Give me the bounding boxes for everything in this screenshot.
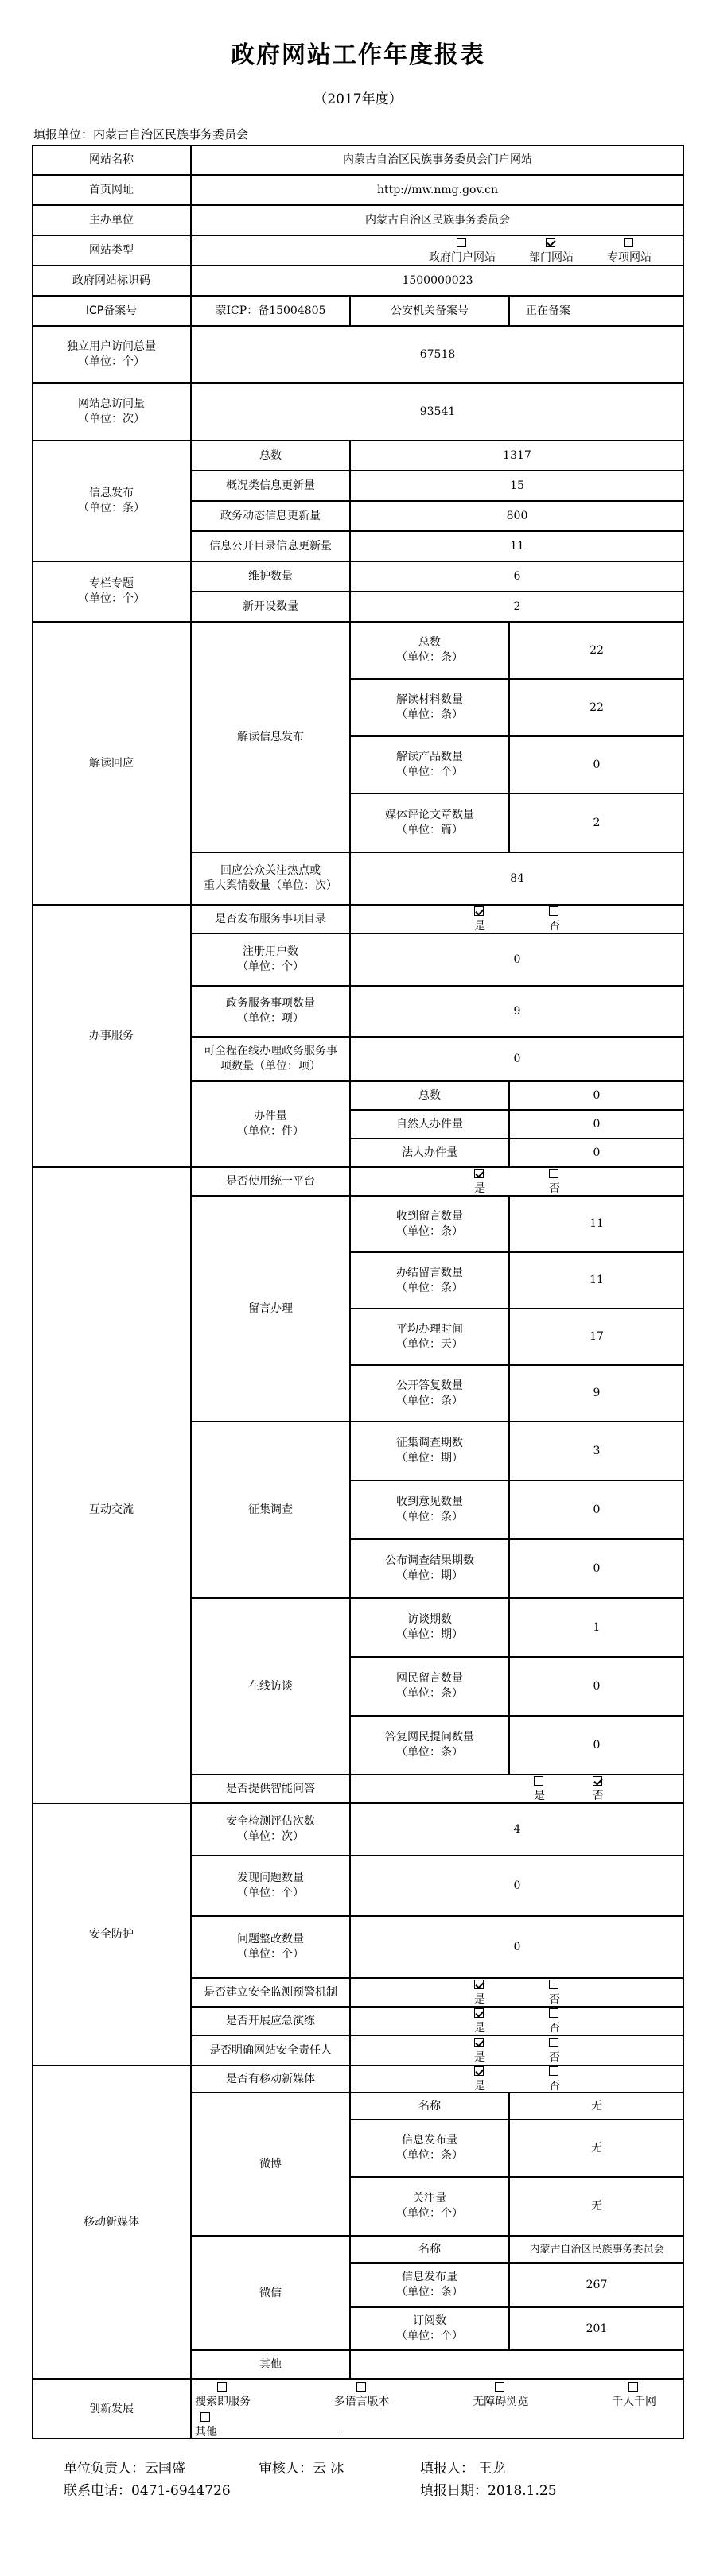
option-label: 是 — [474, 920, 485, 933]
innovation-row-1 — [195, 2380, 680, 2410]
iv-ans-label: 答复网民提问数量 （单位：条） — [350, 1716, 509, 1775]
homepage-label: 首页网址 — [32, 175, 191, 205]
option-label: 千人千网 — [611, 2396, 656, 2408]
police-record-label: 公安机关备案号 — [350, 296, 509, 326]
footer-phone: 联系电话：0471-6944726 — [64, 2483, 231, 2499]
checkbox-checked-icon — [474, 906, 484, 916]
site-name-label: 网站名称 — [32, 145, 191, 175]
sec-resp-options — [350, 2035, 684, 2066]
pv-label: 网站总访问量 （单位：次） — [32, 383, 191, 440]
info-total-label: 总数 — [191, 440, 350, 471]
platform-yes[interactable] — [474, 1166, 485, 1197]
option-label: 无障碍浏览 — [473, 2396, 529, 2408]
interaction-label: 互动交流 — [32, 1167, 191, 1852]
survey-periods-value: 3 — [509, 1422, 684, 1480]
service-total-value: 0 — [509, 1081, 684, 1110]
sec-warn-no[interactable] — [549, 1977, 560, 2008]
service-online-value: 0 — [350, 1037, 684, 1081]
service-reg-value: 0 — [350, 933, 684, 986]
service-reg-label: 注册用户数 （单位：个） — [191, 933, 350, 986]
info-label: 信息发布 （单位：条） — [32, 440, 191, 561]
column-maintain-label: 维护数量 — [191, 561, 350, 592]
option-label: 多语言版本 — [333, 2396, 390, 2408]
service-online-label: 可全程在线办理政务服务事 项数量（单位：项） — [191, 1037, 350, 1081]
site-type-label: 网站类型 — [32, 235, 191, 266]
footer-reviewer: 审核人：云 冰 — [259, 2461, 344, 2477]
smart-qa-label: 是否提供智能问答 — [191, 1775, 350, 1803]
smart-qa-options — [350, 1775, 684, 1803]
interp-response-label: 回应公众关注热点或 重大舆情数量（单位：次） — [191, 852, 350, 905]
checkbox-checked-icon — [474, 2008, 484, 2018]
column-new-value: 2 — [350, 592, 684, 622]
survey-periods-label: 征集调查期数 （单位：期） — [350, 1422, 509, 1480]
wx-sub-value: 201 — [509, 2307, 684, 2350]
checkbox-icon — [624, 238, 633, 247]
smart-qa-no[interactable] — [593, 1774, 604, 1804]
footer-head: 单位负责人：云国盛 — [64, 2461, 185, 2477]
security-label: 安全防护 — [32, 1803, 191, 2066]
msg-recv-value: 11 — [509, 1196, 684, 1252]
option-label: 是 — [474, 1993, 485, 2006]
msg-time-label: 平均办理时间 （单位：天） — [350, 1309, 509, 1365]
checkbox-icon — [549, 2008, 558, 2018]
option-label: 其他 — [195, 2426, 217, 2438]
site-name-value: 内蒙古自治区民族事务委员会门户网站 — [191, 145, 684, 175]
interp-response-value: 84 — [350, 852, 684, 905]
service-total-label: 总数 — [350, 1081, 509, 1110]
checkbox-icon — [356, 2382, 366, 2392]
info-dynamic-label: 政务动态信息更新量 — [191, 501, 350, 531]
interp-label: 解读回应 — [32, 622, 191, 905]
msg-done-label: 办结留言数量 （单位：条） — [350, 1252, 509, 1309]
innov-personal[interactable] — [612, 2380, 656, 2410]
interp-media-value: 2 — [509, 793, 684, 852]
column-maintain-value: 6 — [350, 561, 684, 592]
survey-opinions-label: 收到意见数量 （单位：条） — [350, 1480, 509, 1539]
sec-eval-value: 4 — [350, 1803, 684, 1856]
wb-fans-label: 关注量 （单位：个） — [350, 2177, 509, 2236]
checkbox-icon — [200, 2412, 210, 2422]
option-label: 专项网站 — [607, 251, 652, 264]
checkbox-icon — [217, 2382, 227, 2392]
other-media-label: 其他 — [191, 2350, 350, 2379]
iv-periods-label: 访谈期数 （单位：期） — [350, 1598, 509, 1657]
interp-product-label: 解读产品数量 （单位：个） — [350, 736, 509, 793]
option-label: 是 — [474, 1182, 485, 1195]
msg-pub-label: 公开答复数量 （单位：条） — [350, 1365, 509, 1422]
message-label: 留言办理 — [191, 1196, 350, 1422]
wb-fans-value: 无 — [509, 2177, 684, 2236]
option-label: 是 — [474, 2022, 485, 2035]
info-public-label: 信息公开目录信息更新量 — [191, 531, 350, 561]
checkbox-icon — [549, 1980, 558, 1989]
interp-product-value: 0 — [509, 736, 684, 793]
site-code-value: 1500000023 — [191, 266, 684, 296]
service-items-label: 政务服务事项数量 （单位：项） — [191, 986, 350, 1037]
checkbox-icon — [549, 1169, 558, 1178]
sec-warn-yes[interactable] — [474, 1977, 485, 2008]
option-label: 否 — [549, 1182, 560, 1195]
mobile-has-label: 是否有移动新媒体 — [191, 2066, 350, 2093]
sec-drill-options — [350, 2007, 684, 2035]
iv-msgs-value: 0 — [509, 1657, 684, 1716]
interp-material-value: 22 — [509, 679, 684, 736]
sec-fixed-value: 0 — [350, 1916, 684, 1978]
icp-value: 蒙ICP：备15004805 — [191, 296, 350, 326]
sec-eval-label: 安全检测评估次数 （单位：次） — [191, 1803, 350, 1856]
platform-label: 是否使用统一平台 — [191, 1167, 350, 1196]
service-dir-no[interactable] — [549, 904, 560, 934]
msg-time-value: 17 — [509, 1309, 684, 1365]
innov-other-blank[interactable] — [219, 2419, 338, 2431]
wx-pub-label: 信息发布量 （单位：条） — [350, 2263, 509, 2307]
msg-pub-value: 9 — [509, 1365, 684, 1422]
sponsor-label: 主办单位 — [32, 205, 191, 235]
other-media-value — [350, 2350, 684, 2379]
wx-sub-label: 订阅数 （单位：个） — [350, 2307, 509, 2350]
wb-pub-value: 无 — [509, 2120, 684, 2177]
service-handle-label: 办件量 （单位：件） — [191, 1081, 350, 1167]
wx-pub-value: 267 — [509, 2263, 684, 2307]
info-overview-value: 15 — [350, 471, 684, 501]
police-record-value: 正在备案 — [509, 296, 684, 326]
service-dir-label: 是否发布服务事项目录 — [191, 905, 350, 933]
innov-accessible[interactable] — [473, 2380, 528, 2410]
footer-date: 填报日期：2018.1.25 — [420, 2483, 557, 2499]
checkbox-checked-icon — [474, 2066, 484, 2076]
checkbox-checked-icon — [593, 1776, 602, 1786]
option-label: 部门网站 — [529, 251, 574, 264]
sec-found-value: 0 — [350, 1856, 684, 1916]
wx-name-value: 内蒙古自治区民族事务委员会 — [509, 2236, 684, 2263]
icp-label: ICP备案号 — [32, 296, 191, 326]
checkbox-icon — [628, 2382, 638, 2392]
sec-resp-label: 是否明确网站安全责任人 — [191, 2035, 350, 2066]
uv-value: 67518 — [191, 326, 684, 383]
checkbox-icon — [457, 238, 466, 247]
option-label: 否 — [549, 2022, 560, 2035]
option-label: 否 — [549, 920, 560, 933]
option-label: 是 — [474, 2051, 485, 2064]
interp-pub-label: 解读信息发布 — [191, 622, 350, 852]
checkbox-checked-icon — [474, 1980, 484, 1989]
site-type-special[interactable] — [607, 235, 652, 266]
option-label: 政府门户网站 — [429, 251, 496, 264]
report-year: （2017年度） — [313, 91, 403, 107]
option-label: 否 — [549, 2080, 560, 2093]
weibo-label: 微博 — [191, 2093, 350, 2236]
sec-fixed-label: 问题整改数量 （单位：个） — [191, 1916, 350, 1978]
service-label: 办事服务 — [32, 905, 191, 1167]
innovation-label: 创新发展 — [32, 2379, 191, 2439]
msg-done-value: 11 — [509, 1252, 684, 1309]
smart-qa-yes[interactable] — [534, 1774, 545, 1804]
column-new-label: 新开设数量 — [191, 592, 350, 622]
mobile-label: 移动新媒体 — [32, 2066, 191, 2379]
innovation-row-2 — [195, 2410, 338, 2440]
mobile-has-options — [350, 2066, 684, 2093]
sec-resp-no[interactable] — [549, 2035, 560, 2066]
sponsor-value: 内蒙古自治区民族事务委员会 — [191, 205, 684, 235]
iv-periods-value: 1 — [509, 1598, 684, 1657]
survey-results-label: 公布调查结果期数 （单位：期） — [350, 1539, 509, 1598]
checkbox-icon — [534, 1776, 543, 1786]
pv-value: 93541 — [191, 383, 684, 440]
survey-results-value: 0 — [509, 1539, 684, 1598]
mobile-has-yes[interactable] — [474, 2064, 485, 2094]
innov-multilang[interactable] — [334, 2380, 390, 2410]
sec-drill-label: 是否开展应急演练 — [191, 2007, 350, 2035]
interp-material-label: 解读材料数量 （单位：条） — [350, 679, 509, 736]
option-label: 是 — [474, 2080, 485, 2093]
site-type-portal[interactable] — [429, 235, 496, 266]
footer-filler: 填报人： 王龙 — [420, 2461, 506, 2477]
innov-other[interactable] — [195, 2410, 217, 2440]
innovation-options — [191, 2379, 684, 2439]
interp-media-label: 媒体评论文章数量 （单位：篇） — [350, 793, 509, 852]
checkbox-icon — [495, 2382, 504, 2392]
option-label: 否 — [549, 2051, 560, 2064]
checkbox-checked-icon — [546, 238, 555, 247]
homepage-value: http://mw.nmg.gov.cn — [191, 175, 684, 205]
mobile-has-no[interactable] — [549, 2064, 560, 2094]
option-label: 是 — [534, 1790, 545, 1802]
service-legal-value: 0 — [509, 1139, 684, 1167]
wb-name-label: 名称 — [350, 2093, 509, 2120]
sec-warn-options — [350, 1978, 684, 2007]
service-items-value: 9 — [350, 986, 684, 1037]
service-legal-label: 法人办件量 — [350, 1139, 509, 1167]
info-total-value: 1317 — [350, 440, 684, 471]
platform-no[interactable] — [549, 1166, 560, 1197]
uv-label: 独立用户访问总量 （单位：个） — [32, 326, 191, 383]
wx-name-label: 名称 — [350, 2236, 509, 2263]
survey-label: 征集调查 — [191, 1422, 350, 1598]
info-dynamic-value: 800 — [350, 501, 684, 531]
service-dir-options — [350, 905, 684, 933]
checkbox-checked-icon — [474, 2038, 484, 2047]
wechat-label: 微信 — [191, 2236, 350, 2350]
msg-recv-label: 收到留言数量 （单位：条） — [350, 1196, 509, 1252]
sec-resp-yes[interactable] — [474, 2035, 485, 2066]
checkbox-icon — [549, 2066, 558, 2076]
sec-drill-no[interactable] — [549, 2006, 560, 2036]
service-person-value: 0 — [509, 1110, 684, 1139]
checkbox-icon — [549, 906, 558, 916]
info-overview-label: 概况类信息更新量 — [191, 471, 350, 501]
interview-label: 在线访谈 — [191, 1598, 350, 1775]
sec-drill-yes[interactable] — [474, 2006, 485, 2036]
checkbox-checked-icon — [474, 1169, 484, 1178]
reporting-unit: 填报单位：内蒙古自治区民族事务委员会 — [33, 127, 249, 142]
site-type-department[interactable] — [529, 235, 574, 266]
info-public-value: 11 — [350, 531, 684, 561]
option-label: 否 — [593, 1790, 604, 1802]
service-dir-yes[interactable] — [474, 904, 485, 934]
site-code-label: 政府网站标识码 — [32, 266, 191, 296]
page-title: 政府网站工作年度报表 — [231, 41, 485, 69]
innov-search[interactable] — [195, 2380, 251, 2410]
column-label: 专栏专题 （单位：个） — [32, 561, 191, 622]
option-label: 否 — [549, 1993, 560, 2006]
option-label: 搜索即服务 — [195, 2396, 251, 2408]
platform-options — [350, 1167, 684, 1196]
site-type-options — [191, 235, 684, 266]
checkbox-icon — [549, 2038, 558, 2047]
interp-total-label: 总数 （单位：条） — [350, 622, 509, 679]
sec-found-label: 发现问题数量 （单位：个） — [191, 1856, 350, 1916]
iv-ans-value: 0 — [509, 1716, 684, 1775]
sec-warn-label: 是否建立安全监测预警机制 — [191, 1978, 350, 2007]
wb-pub-label: 信息发布量 （单位：条） — [350, 2120, 509, 2177]
interp-total-value: 22 — [509, 622, 684, 679]
wb-name-value: 无 — [509, 2093, 684, 2120]
survey-opinions-value: 0 — [509, 1480, 684, 1539]
service-person-label: 自然人办件量 — [350, 1110, 509, 1139]
iv-msgs-label: 网民留言数量 （单位：条） — [350, 1657, 509, 1716]
